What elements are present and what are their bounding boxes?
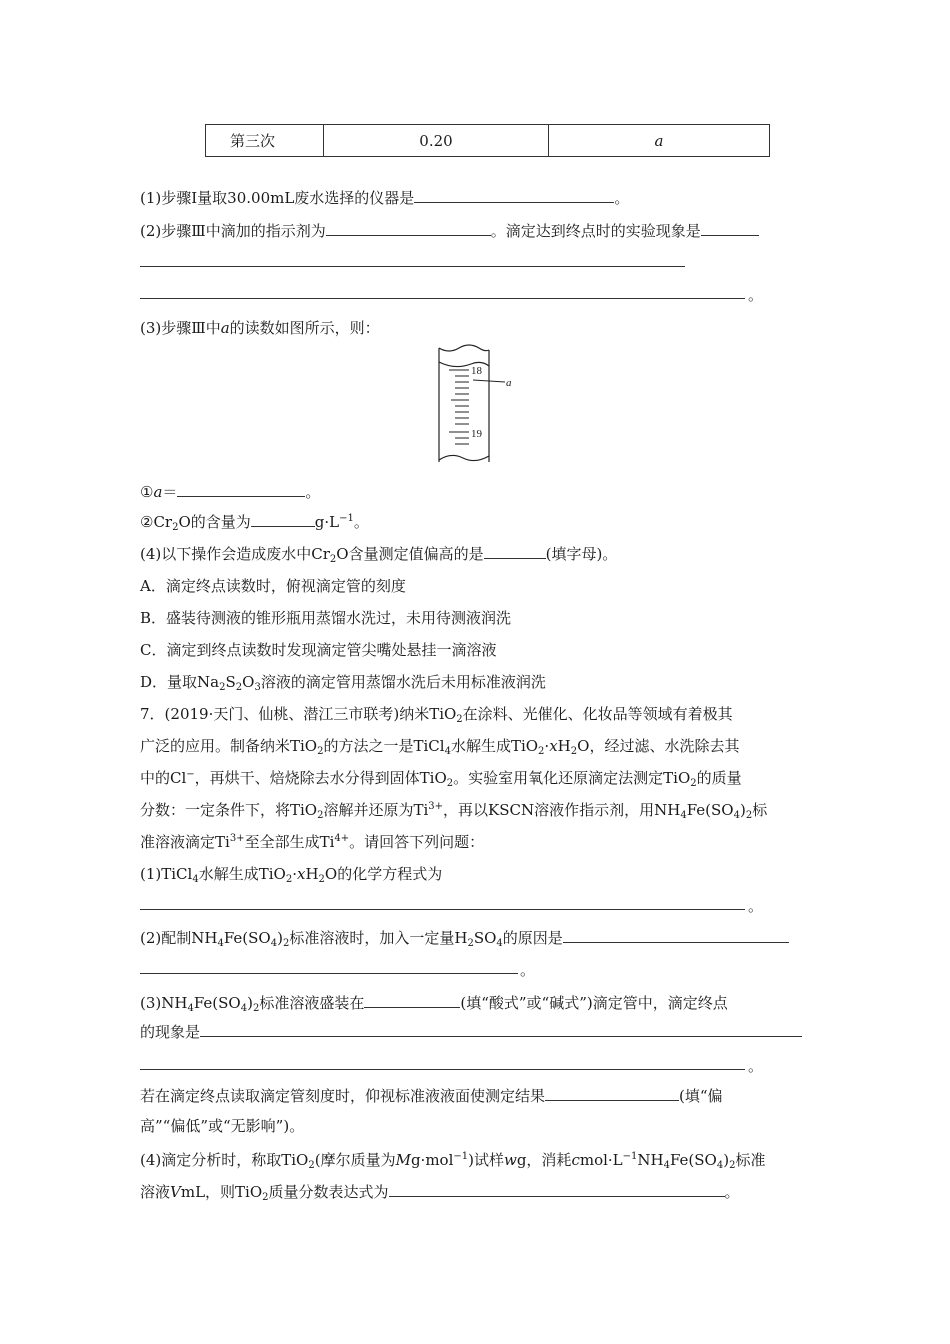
- problem-7-line-5: 准溶液滴定$Ti^{3+}$至全部生成$Ti^{4+}$。请回答下列问题：: [140, 833, 485, 851]
- p7-question-4-line-2: 溶液VmL，则TiO$_2$质量分数表达式为 。: [140, 1183, 740, 1203]
- option-a: A．滴定终点读数时，俯视滴定管的刻度: [140, 577, 406, 595]
- data-table: [205, 124, 770, 157]
- tick-label-19: 19: [471, 428, 482, 440]
- problem-7-line-2: 广泛的应用。制备纳米TiO$_2$的方法之一是TiCl$_4$水解生成$TiO_2\cdot xH_2O$，经过滤、水洗除去其: [140, 737, 740, 757]
- p7-question-3-line-2: 的现象是: [140, 1022, 802, 1042]
- question-1: (1)步骤Ⅰ量取30.00mL废水选择的仪器是 。: [140, 189, 630, 207]
- option-c: C．滴定到终点读数时发现滴定管尖嘴处悬挂一滴溶液: [140, 641, 497, 659]
- p7-question-3b: 若在滴定终点读取滴定管刻度时，仰视标准液液面使测定结果 (填“偏: [140, 1087, 723, 1105]
- question-3: (3)步骤Ⅲ中a的读数如图所示，则：: [140, 319, 380, 337]
- answer-blank: [563, 928, 789, 943]
- question-2: (2)步骤Ⅲ中滴加的指示剂为 。滴定达到终点时的实验现象是: [140, 221, 759, 241]
- answer-line: [140, 973, 518, 974]
- line-end: 。: [748, 286, 764, 304]
- answer-line: [140, 298, 745, 299]
- problem-7-line-3: 中的Cl−，再烘干、焙烧除去水分得到固体TiO$_2$。实验室用氧化还原滴定法测定TiO$_2$的质量: [140, 769, 742, 789]
- p7-question-3b-line-2: 高”“偏低”或“无影响”)。: [140, 1117, 305, 1135]
- answer-blank: [545, 1086, 679, 1101]
- problem-7-line-1: 7．(2019·天门、仙桃、潜江三市联考)纳米TiO$_2$在涂料、光催化、化妆品等领域有着极其: [140, 705, 733, 725]
- answer-blank: [326, 221, 491, 236]
- p7-question-4: (4)滴定分析时，称取TiO$_2$(摩尔质量为Mg·mol$^{-1}$)试样wg，消耗$cmol\cdot L^{-1}NH_4Fe(SO_4)_2$标准: [140, 1151, 766, 1171]
- option-d: D．量取$Na_2S_2O_3$溶液的滴定管用蒸馏水洗后未用标准液润洗: [140, 673, 546, 693]
- line-end: 。: [748, 897, 764, 915]
- answer-blank: [389, 1182, 725, 1197]
- volume-cell: 0.20: [324, 125, 549, 157]
- answer-blank: [364, 993, 460, 1008]
- answer-line: [140, 266, 685, 267]
- tick-label-18: 18: [471, 365, 482, 377]
- question-4: (4)以下操作会造成废水中$Cr_2O$含量测定值偏高的是 (填字母)。: [140, 545, 618, 565]
- p7-question-2: (2)配制$NH_4Fe(SO_4)_2$标准溶液时，加入一定量$H_2SO_4$的原因是: [140, 928, 789, 948]
- answer-blank: [177, 482, 305, 497]
- reading-cell: a: [549, 125, 770, 157]
- table-row: [206, 125, 770, 157]
- problem-7-line-4: 分数：一定条件下，将TiO$_2$溶解并还原为$Ti^{3+}$，再以KSCN溶液作指示剂，用$NH_4Fe(SO_4)_2$标: [140, 801, 768, 821]
- answer-blank: [251, 512, 315, 527]
- line-end: 。: [520, 961, 536, 979]
- line-end: 。: [748, 1057, 764, 1075]
- row-label: 第三次: [206, 125, 324, 157]
- answer-blank: [414, 188, 614, 203]
- burette-figure: [425, 342, 525, 470]
- answer-blank: [484, 544, 546, 559]
- question-3-2: $②Cr_2O$的含量为 $g\cdot L^{-1}$。: [140, 513, 369, 533]
- answer-blank: [200, 1022, 802, 1037]
- option-b: B．盛装待测液的锥形瓶用蒸馏水洗过，未用待测液润洗: [140, 609, 512, 627]
- answer-line: [140, 909, 745, 910]
- question-3-1: ①a＝ 。: [140, 483, 321, 501]
- p7-question-3: $(3)NH_4Fe(SO_4)_2$标准溶液盛装在 (填“酸式”或“碱式”)滴定管中，滴定终点: [140, 994, 728, 1014]
- answer-line: [140, 1069, 745, 1070]
- answer-blank: [701, 221, 759, 236]
- pointer-label: a: [506, 377, 512, 389]
- p7-question-1: (1)TiCl$_4$水解生成$TiO_2\cdot xH_2O$的化学方程式为: [140, 865, 443, 885]
